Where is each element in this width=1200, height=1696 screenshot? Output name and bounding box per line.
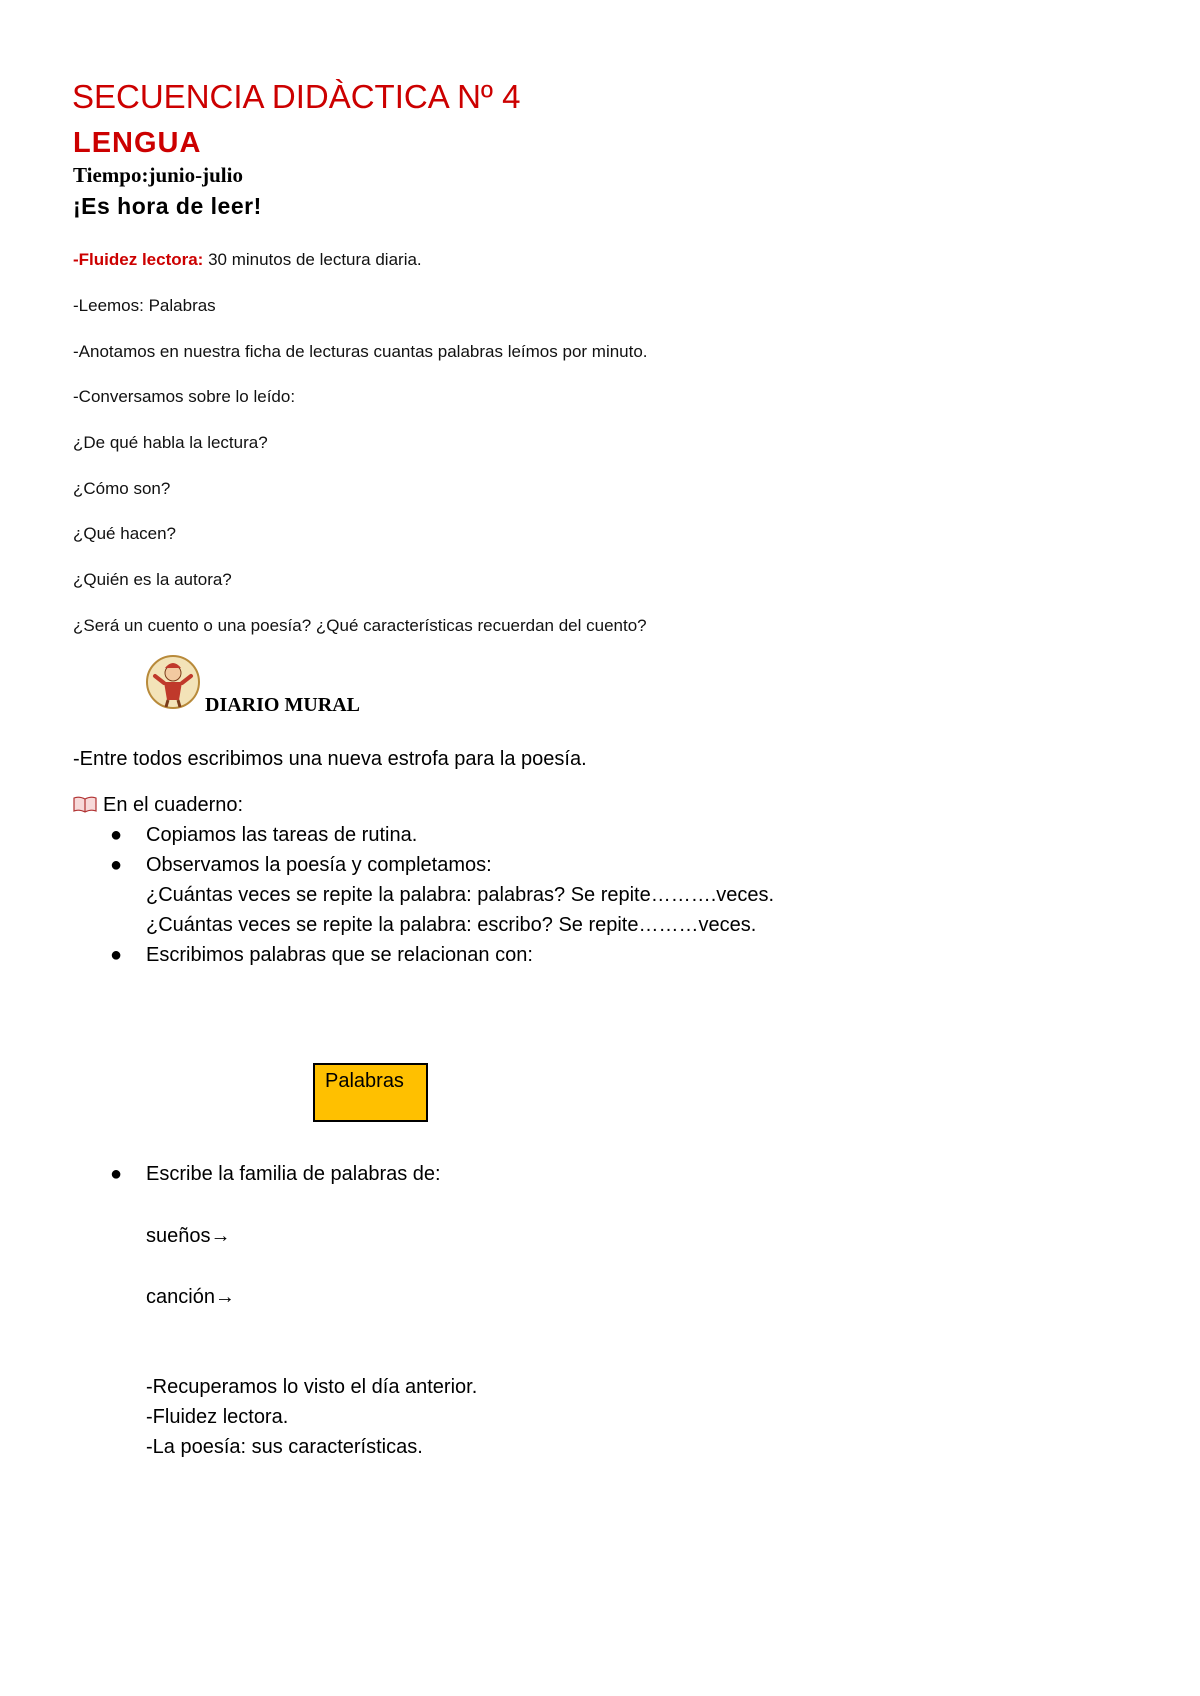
book-icon <box>73 795 97 813</box>
mural-title: DIARIO MURAL <box>205 694 360 716</box>
bullet: ● <box>110 1163 123 1185</box>
mural-instruction: -Entre todos escribimos una nueva estrofa para la poesía. <box>73 748 587 770</box>
subject-heading: LENGUA <box>73 127 202 159</box>
fluency-text: 30 minutos de lectura diaria. <box>203 250 422 269</box>
notebook-intro: En el cuaderno: <box>103 794 244 816</box>
reading-line: -Leemos: Palabras <box>73 296 216 315</box>
count-question: ¿Cuántas veces se repite la palabra: escribo? Se repite………veces. <box>146 914 757 936</box>
recap-line: -Recuperamos lo visto el día anterior. <box>146 1376 478 1398</box>
word-box-label: Palabras <box>325 1070 404 1092</box>
section-heading: ¡Es hora de leer! <box>73 193 262 219</box>
count-question: ¿Cuántas veces se repite la palabra: palabras? Se repite……….veces. <box>146 884 775 906</box>
bullet: ● <box>110 944 123 966</box>
family-word: sueños→ <box>146 1225 231 1247</box>
reading-question: ¿Será un cuento o una poesía? ¿Qué características recuerdan del cuento? <box>73 616 647 635</box>
page-title: SECUENCIA DIDÀCTICA Nº 4 <box>72 78 521 115</box>
time-period: Tiempo:junio-julio <box>73 163 243 187</box>
bullet: ● <box>110 854 123 876</box>
notebook-item: Copiamos las tareas de rutina. <box>146 824 418 846</box>
reading-question: ¿Quién es la autora? <box>73 570 232 589</box>
mascot-icon <box>145 654 201 710</box>
reading-line: -Anotamos en nuestra ficha de lecturas cuantas palabras leímos por minuto. <box>73 342 648 361</box>
recap-line: -Fluidez lectora. <box>146 1406 289 1428</box>
word-box <box>313 1063 428 1122</box>
fluency-label: -Fluidez lectora: <box>73 250 204 269</box>
notebook-item: Observamos la poesía y completamos: <box>146 854 492 876</box>
reading-question: ¿De qué habla la lectura? <box>73 433 268 452</box>
fluency-line <box>73 250 422 270</box>
reading-question: ¿Qué hacen? <box>73 524 177 543</box>
bullet: ● <box>110 824 123 846</box>
notebook-item: Escribimos palabras que se relacionan con: <box>146 944 533 966</box>
family-instruction: Escribe la familia de palabras de: <box>146 1163 441 1185</box>
reading-line: -Conversamos sobre lo leído: <box>73 387 296 406</box>
family-word: canción→ <box>146 1286 235 1308</box>
recap-line: -La poesía: sus características. <box>146 1436 423 1458</box>
reading-question: ¿Cómo son? <box>73 479 171 498</box>
